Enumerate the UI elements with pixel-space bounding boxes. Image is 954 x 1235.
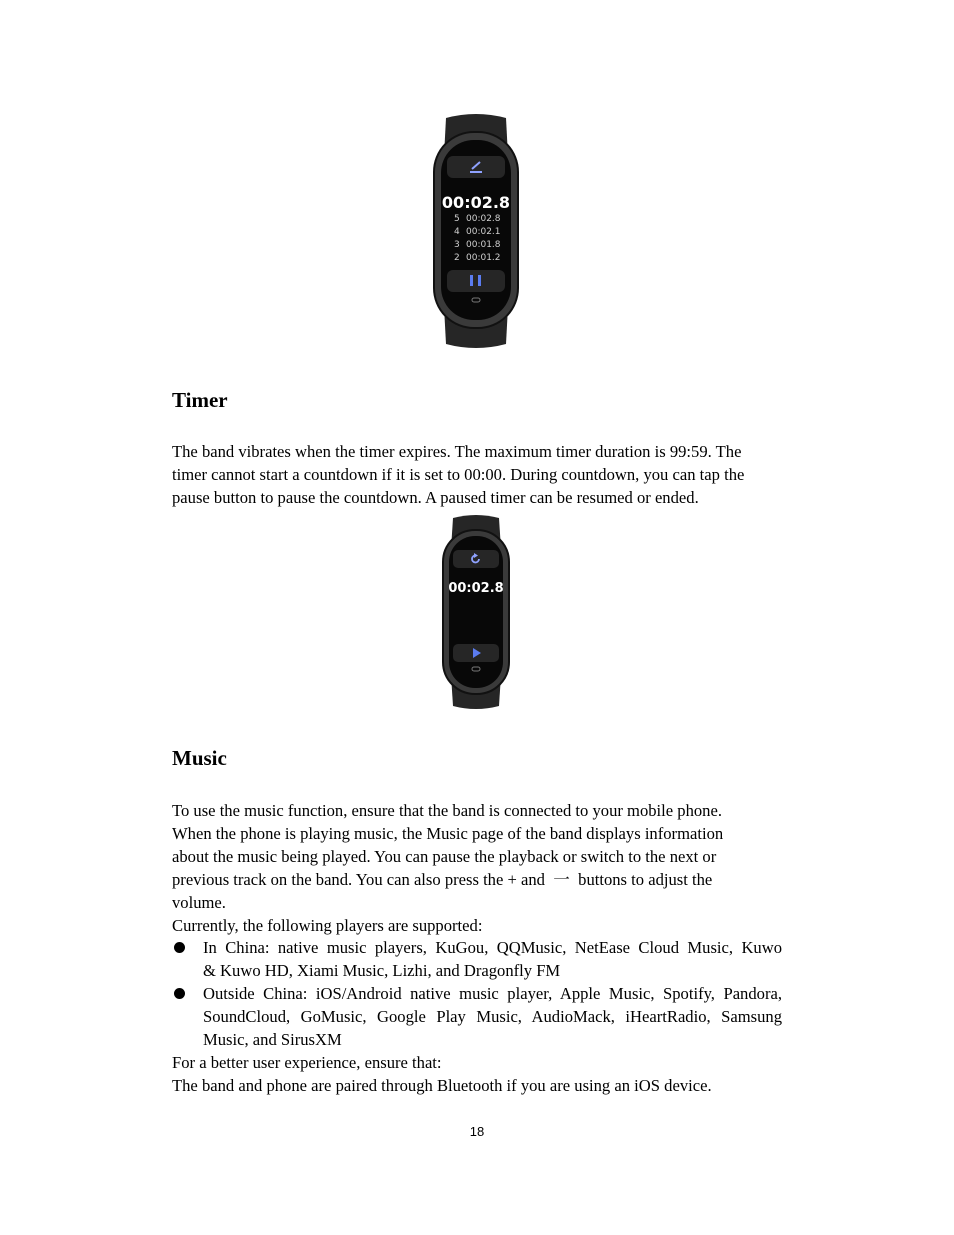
music-tail-paragraph bbox=[172, 1051, 784, 1097]
lap-number: 2 bbox=[454, 253, 460, 263]
text-line: timer cannot start a countdown if it is set to 00:00. During countdown, you can tap the bbox=[172, 465, 745, 484]
bullet-icon bbox=[174, 988, 185, 999]
text-line: Currently, the following players are supported: bbox=[172, 916, 483, 935]
band-timer-image bbox=[441, 514, 511, 710]
lap-time: 00:02.1 bbox=[466, 227, 501, 237]
text-line: & Kuwo HD, Xiami Music, Lizhi, and Dragonfly FM bbox=[203, 961, 561, 980]
lap-number: 3 bbox=[454, 240, 460, 250]
top-button-bg bbox=[453, 550, 499, 568]
bottom-button-bg bbox=[447, 270, 505, 292]
band-stopwatch-image bbox=[432, 112, 520, 350]
lap-time: 00:01.8 bbox=[466, 240, 501, 250]
text-line: about the music being played. You can pause the playback or switch to the next or bbox=[172, 847, 717, 866]
text-line: Outside China: iOS/Android native music player, Apple Music, Spotify, Pandora, bbox=[203, 984, 782, 1003]
text-line: In China: native music players, KuGou, QQMusic, NetEase Cloud Music, Kuwo bbox=[203, 938, 782, 957]
timer-paragraph bbox=[172, 440, 784, 509]
text-line: SoundCloud, GoMusic, Google Play Music, AudioMack, iHeartRadio, Samsung bbox=[203, 1007, 782, 1026]
text-line: To use the music function, ensure that the band is connected to your mobile phone. bbox=[172, 801, 722, 820]
stopwatch-main-time: 00:02.8 bbox=[441, 193, 511, 212]
page-number: 18 bbox=[469, 1124, 485, 1139]
text-line: volume. bbox=[172, 893, 226, 912]
lap-number: 5 bbox=[454, 214, 460, 224]
text-line: When the phone is playing music, the Music page of the band displays information bbox=[172, 824, 724, 843]
timer-main-time: 00:02.8 bbox=[448, 581, 504, 596]
music-paragraph bbox=[172, 799, 784, 937]
lap-number: 4 bbox=[454, 227, 460, 237]
lap-time: 00:02.8 bbox=[466, 214, 501, 224]
text-line: Music, and SirusXM bbox=[203, 1030, 342, 1049]
top-button-bg bbox=[447, 156, 505, 178]
bullet-icon bbox=[174, 942, 185, 953]
text-line: The band vibrates when the timer expires. The maximum timer duration is 99:59. The bbox=[172, 442, 742, 461]
lap-time: 00:01.2 bbox=[466, 253, 501, 263]
text-line: previous track on the band. You can also press the + and 一 buttons to adjust the bbox=[172, 870, 713, 889]
text-line: pause button to pause the countdown. A paused timer can be resumed or ended. bbox=[172, 488, 699, 507]
text-line: For a better user experience, ensure that: bbox=[172, 1053, 442, 1072]
text-line: The band and phone are paired through Bluetooth if you are using an iOS device. bbox=[172, 1076, 712, 1095]
music-heading: Music bbox=[172, 746, 227, 770]
timer-heading: Timer bbox=[172, 388, 228, 412]
